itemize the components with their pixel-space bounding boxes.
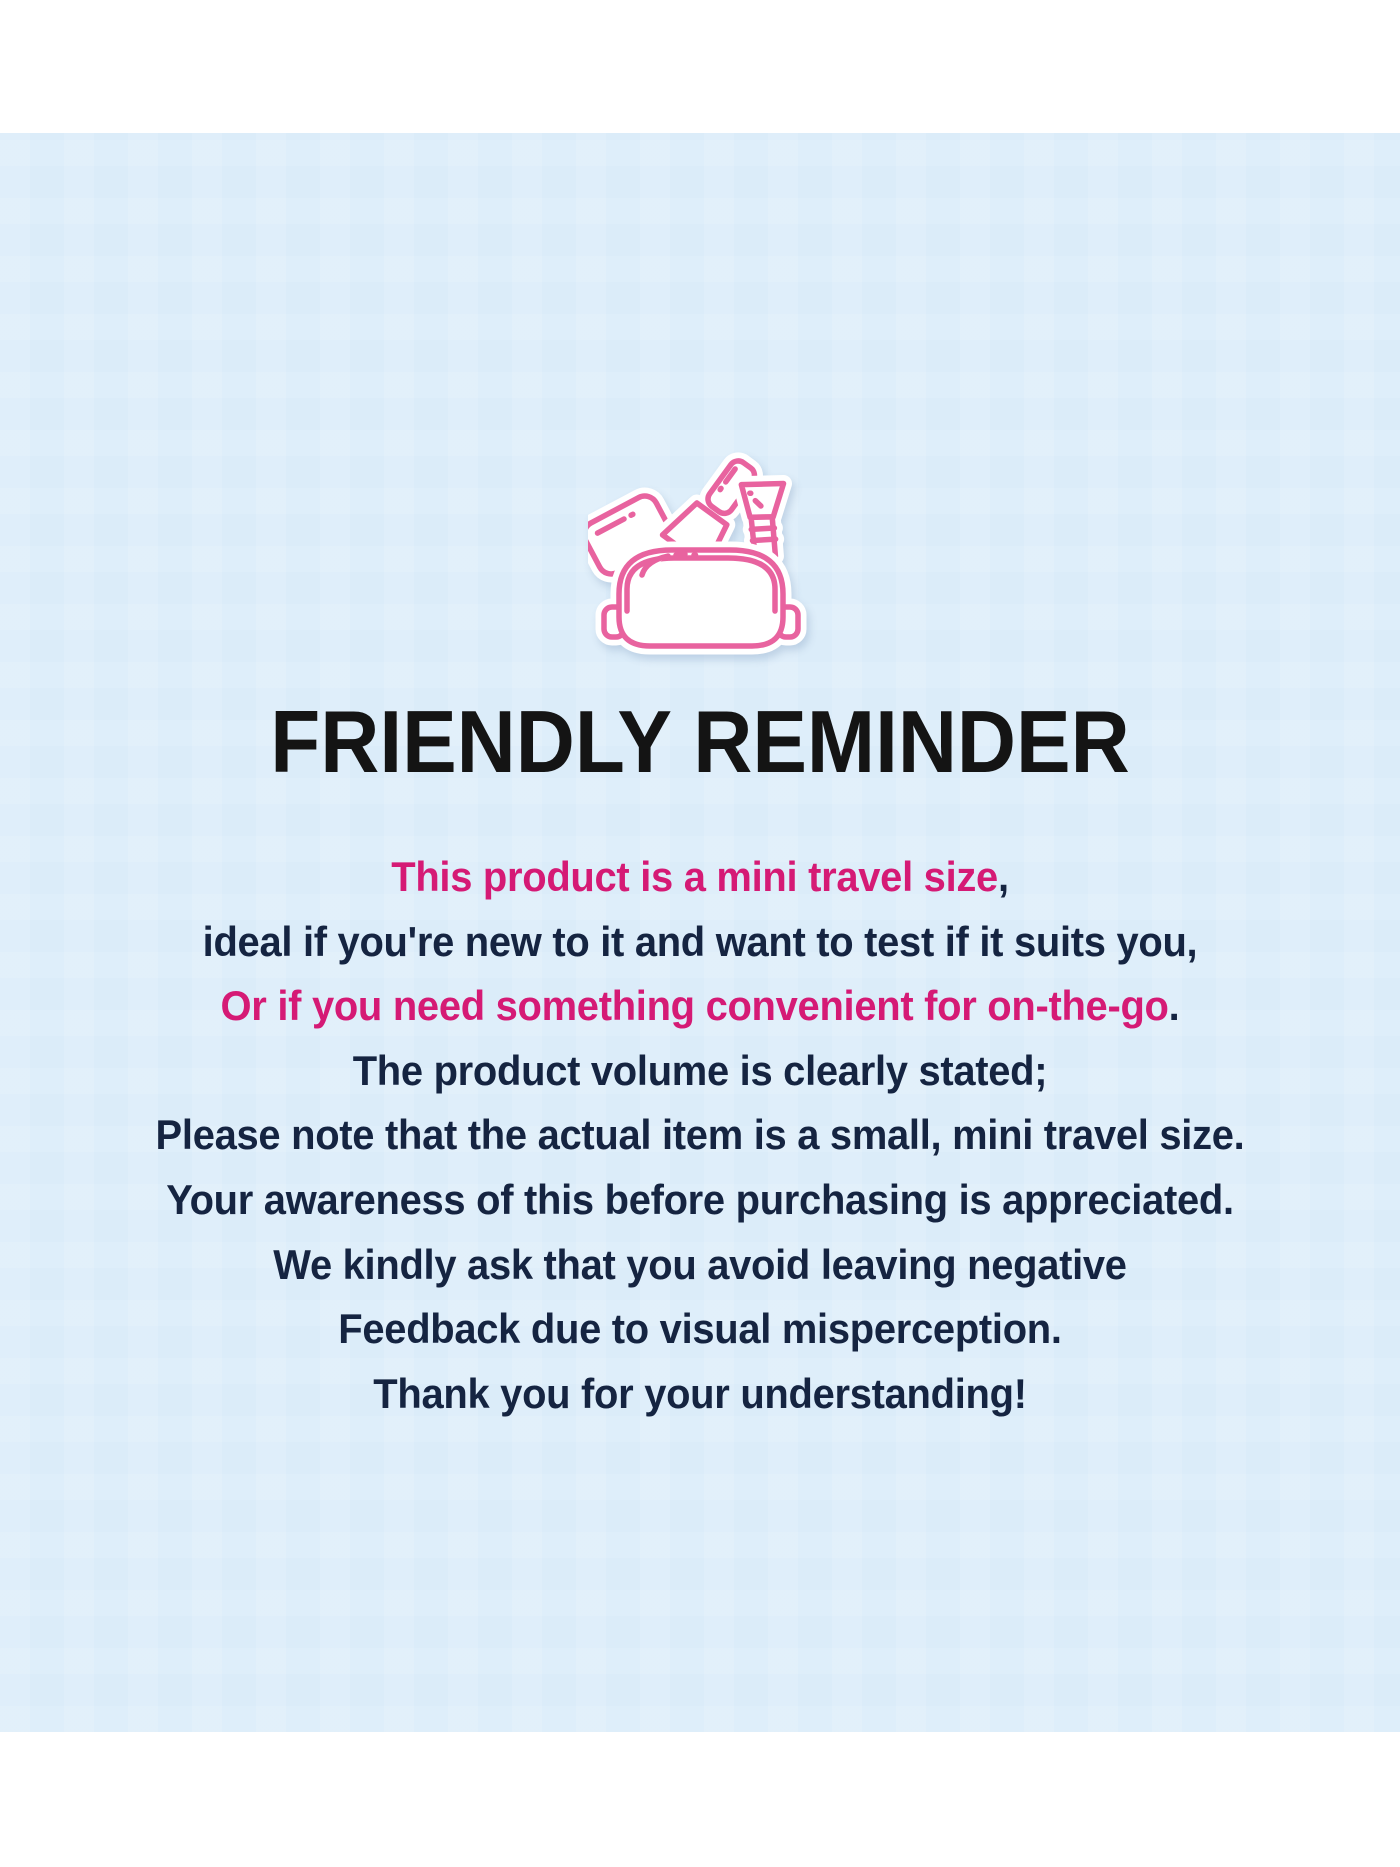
line-1-punctuation: , [997, 853, 1009, 900]
reminder-line-7: We kindly ask that you avoid leaving negative [273, 1240, 1127, 1288]
bottom-white-strip [0, 1732, 1400, 1867]
reminder-body [35, 845, 1365, 1426]
reminder-line-4: The product volume is clearly stated; [352, 1046, 1048, 1094]
pouch-shape [604, 550, 798, 646]
reminder-line-2: ideal if you're new to it and want to test if it suits you, [202, 917, 1198, 965]
reminder-line-3 [35, 974, 1365, 1039]
reminder-line-8: Feedback due to visual misperception. [338, 1305, 1062, 1353]
line-3-highlight: Or if you need something convenient for on-the-go [220, 982, 1169, 1030]
line-3-punctuation: . [1168, 982, 1180, 1030]
reminder-panel [0, 133, 1400, 1732]
line-1-highlight: This product is a mini travel size [391, 853, 998, 900]
reminder-line-9: Thank you for your understanding! [373, 1369, 1027, 1417]
top-white-strip [0, 0, 1400, 133]
page-title: FRIENDLY REMINDER [270, 692, 1130, 791]
reminder-line-5: Please note that the actual item is a small, mini travel size. [155, 1111, 1245, 1159]
reminder-line-1 [35, 845, 1365, 910]
cosmetic-bag-icon [588, 449, 812, 661]
reminder-line-6: Your awareness of this before purchasing is appreciated. [166, 1175, 1234, 1223]
